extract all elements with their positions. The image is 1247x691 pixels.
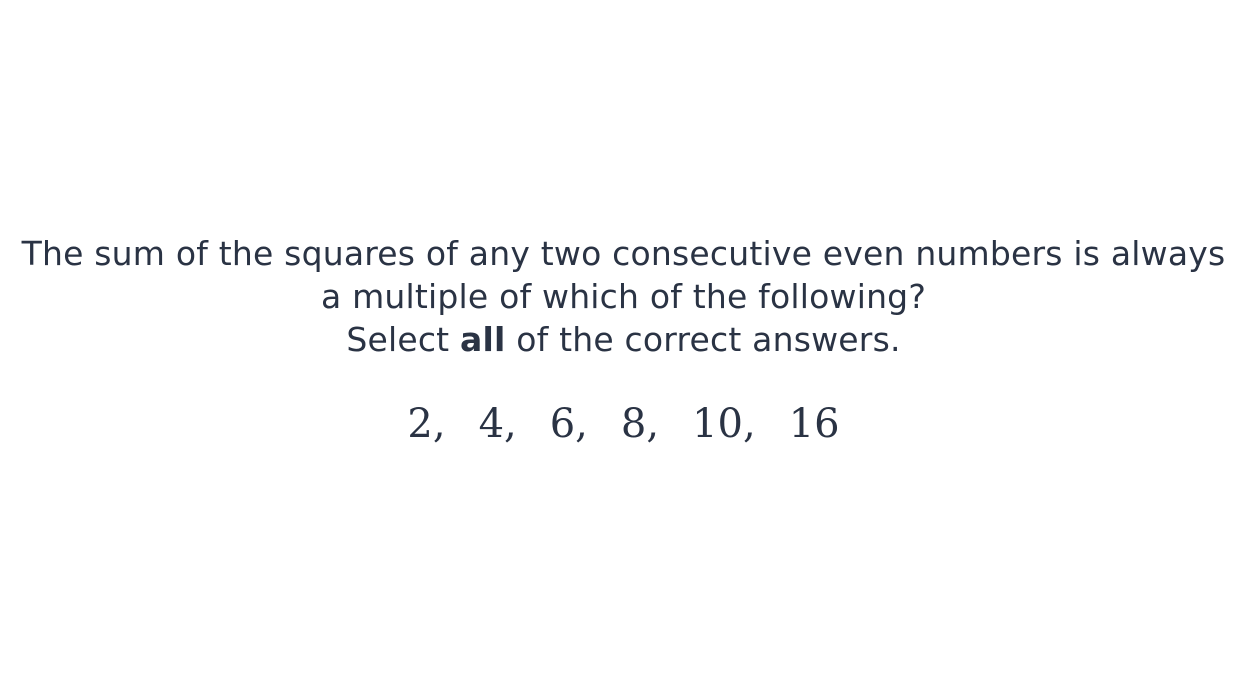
option-8[interactable]: 8, [620,401,660,447]
instruction-suffix: of the correct answers. [505,320,901,359]
answer-options [0,398,1247,450]
option-4[interactable]: 4, [478,401,517,447]
instruction-prefix: Select [346,320,461,359]
option-16[interactable]: 16 [788,401,840,447]
question-text [0,232,1247,361]
question-line-2: a multiple of which of the following? [320,277,927,316]
option-10[interactable]: 10, [692,401,756,447]
instruction-line [0,318,1247,361]
instruction-emphasis: all [460,320,506,359]
option-6[interactable]: 6, [549,401,588,447]
option-2[interactable]: 2, [407,401,446,447]
question-line-1: The sum of the squares of any two consecutive even numbers is always [21,234,1226,273]
